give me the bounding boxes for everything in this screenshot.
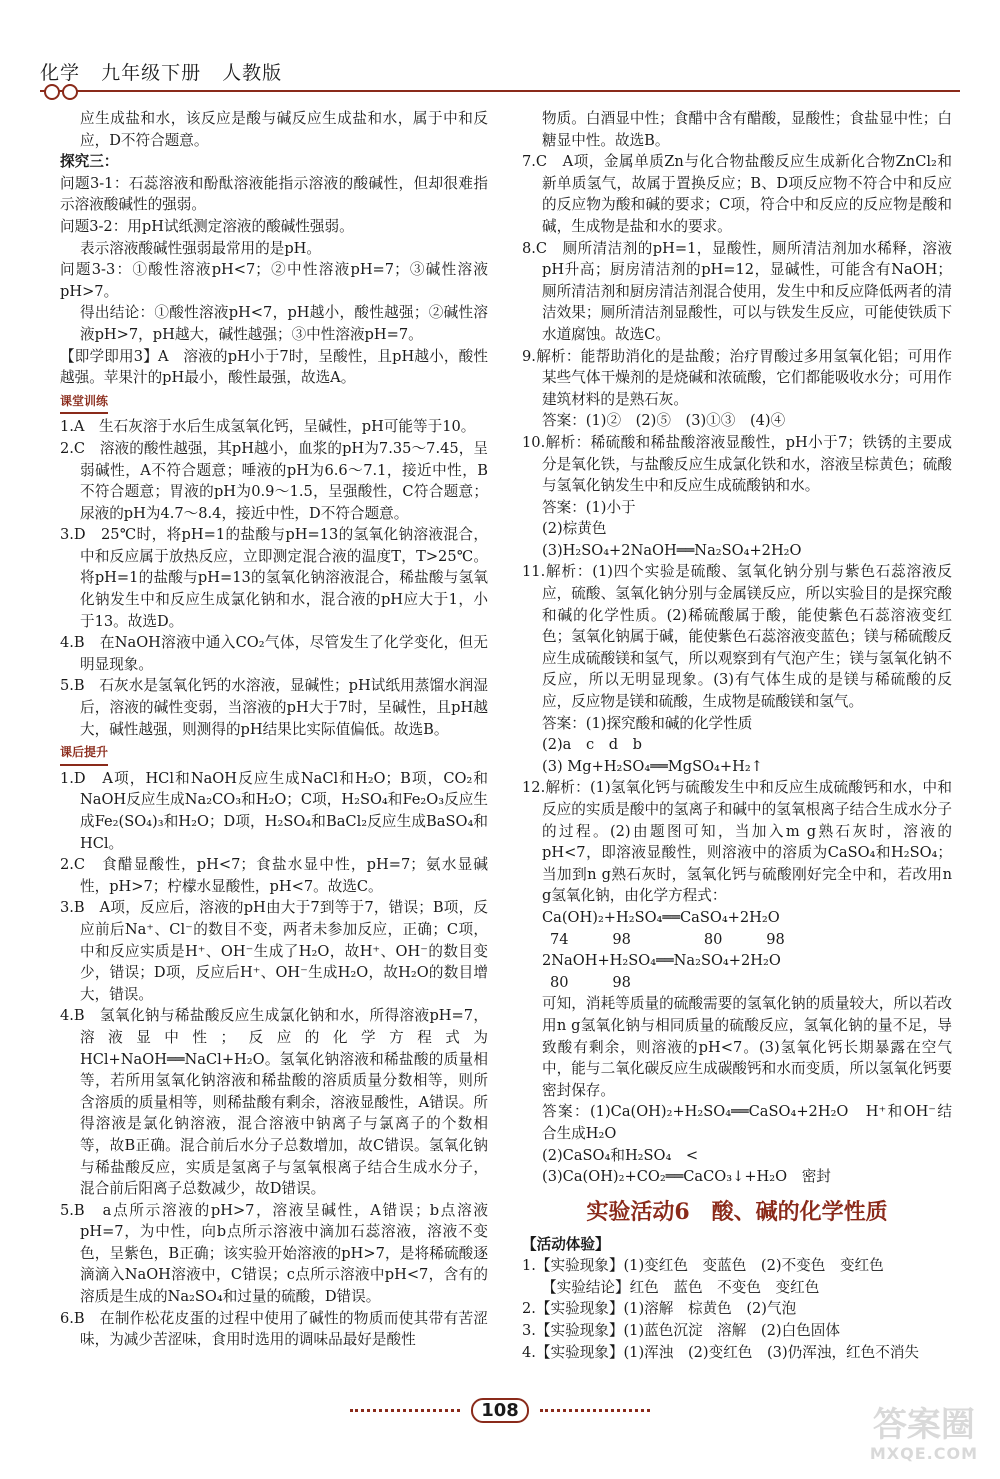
right-column: [522, 108, 952, 1363]
answer-item: 11.解析：(1)四个实验是硫酸、氢氧化钠分别与紫色石蕊溶液反应，硫酸、氢氧化钠分别与金属镁反应，所以实验目的是探究酸和碱的化学性质。(2)稀硫酸属于酸，能使紫色石蕊溶液变红色；氢氧化钠属于碱，能使紫色石蕊溶液变蓝色；镁与稀硫酸反应生成硫酸镁和氢气，所以观察到有气泡产生；镁与氢氧化钠不反应，所以无明显现象。(3)有气体生成的是镁与稀硫酸的反应，反应物是镁和硫酸，生成物是硫酸镁和氢气。: [522, 563, 952, 711]
answer-item: 4.B 氢氧化钠与稀盐酸反应生成氯化钠和水，所得溶液pH=7，溶液显中性；反应的化学方程式为HCl+NaOH══NaCl+H₂O。氢氧化钠溶液和稀盐酸的质量相等，若所用氢氧化钠溶液和稀盐酸的溶质质量分数相等，则所含溶质的质量相等，则稀盐酸有剩余，溶液显酸性，A错误。所得溶液是氯化钠溶液，混合溶液中钠离子与氯离子的个数相等，故B正确。混合前后水分子总数增加，故C错误。氢氧化钠与稀盐酸反应，实质是氢离子与氢氧根离子结合生成水分子，混合前后阳离子总数减少，故D错误。: [60, 1007, 488, 1198]
header-subject: 化学: [40, 62, 81, 84]
answer-item: 9.解析：能帮助消化的是盐酸；治疗胃酸过多用氢氧化铝；可用作某些气体干燥剂的是烧碱和浓硫酸，它们都能吸收水分；可用作建筑材料的是熟石灰。: [522, 347, 952, 408]
answer-line: 答案：(1)② (2)⑤ (3)①③ (4)④: [542, 412, 786, 430]
answer-line: 答案：(1)小于: [542, 498, 636, 516]
answer-item: 7.C A项，金属单质Zn与化合物盐酸反应生成新化合物ZnCl₂和新单质氢气，故属于置换反应；B、D项反应物不符合中和反应的反应物为酸和碱的要求；C项，符合中和反应的反应物是酸和碱，生成物是盐和水的要求。: [522, 153, 952, 235]
section-label: 课堂训练: [60, 391, 108, 415]
page-number: 108: [471, 1398, 529, 1423]
answer-item: 2.C 食醋显酸性，pH<7；食盐水显中性，pH=7；氨水显碱性，pH>7；柠檬水显酸性，pH<7。故选C。: [60, 856, 488, 895]
answer-item: 2.C 溶液的酸性越强，其pH越小，血浆的pH为7.35～7.45，呈弱碱性，A不符合题意；唾液的pH为6.6～7.1，接近中性，B不符合题意；胃液的pH为0.9～1.5，呈强酸性，C符合题意；尿液的pH为4.7～8.4，接近中性，D不符合题意。: [60, 439, 488, 522]
answer-item: 12.解析：(1)氢氧化钙与硫酸发生中和反应生成硫酸钙和水，中和反应的实质是酸中的氢离子和碱中的氢氧根离子结合生成水分子的过程。(2)由题图可知，当加入m g熟石灰时，溶液的pH<7，即溶液显酸性，则溶液中的溶质为CaSO₄和H₂SO₄；当加到n g熟石灰时，氢氧化钙与硫酸刚好完全中和，若改用n g氢氧化钠，由化学方程式：: [522, 779, 952, 905]
answer-line: (2)棕黄色: [542, 520, 607, 538]
answer-item: 3.D 25℃时，将pH=1的盐酸与pH=13的氢氧化钠溶液混合，中和反应属于放热反应，立即测定混合液的温度T，T>25℃。将pH=1的盐酸与pH=13的氢氧化钠溶液混合，稀盐酸与氢氧化钠发生中和反应生成氯化钠和水，混合液的pH应大于1，小于13。故选D。: [60, 526, 488, 630]
paragraph: 【即学即用3】A 溶液的pH小于7时，呈酸性，且pH越小，酸性越强。苹果汁的pH最小，酸性最强，故选A。: [60, 347, 488, 387]
answer-line: (3) Mg+H₂SO₄══MgSO₄+H₂↑: [542, 757, 763, 775]
header-grade: 九年级下册: [101, 62, 202, 84]
running-header: [40, 58, 296, 85]
answer-line: (3)Ca(OH)₂+CO₂══CaCO₃↓+H₂O 密封: [542, 1168, 831, 1186]
answer-line: 答案：(1)Ca(OH)₂+H₂SO₄══CaSO₄+2H₂O H⁺和OH⁻结合生成H₂O: [542, 1103, 952, 1142]
answer-line: 【实验结论】红色 蓝色 不变色 变红色: [542, 1278, 820, 1296]
paragraph: 物质。白酒显中性；食醋中含有醋酸，显酸性；食盐显中性；白糖显中性。故选B。: [542, 110, 952, 149]
section-title: 实验活动6 酸、碱的化学性质: [586, 1198, 888, 1225]
answer-item: 5.B a点所示溶液的pH>7，溶液呈碱性，A错误；b点溶液pH=7，为中性，向b点所示溶液中滴加石蕊溶液，溶液不变色，呈紫色，B正确；该实验开始溶液的pH>7，是将稀硫酸逐滴滴入NaOH溶液中，C错误；c点所示溶液中pH<7，含有的溶质是生成的Na₂SO₄和过量的硫酸，D错误。: [60, 1201, 488, 1306]
answer-item: 4.B 在NaOH溶液中通入CO₂气体，尽管发生了化学变化，但无明显现象。: [60, 634, 488, 673]
answer-item: 1.【实验现象】(1)变红色 变蓝色 (2)不变色 变红色: [522, 1257, 884, 1275]
left-column: [60, 108, 488, 1351]
answer-line: (2)CaSO₄和H₂SO₄ <: [542, 1146, 699, 1164]
answer-item: 3.B A项，反应后，溶液的pH由大于7到等于7，错误；B项，反应前后Na⁺、Cl⁻的数目不变，两者未参加反应，正确；C项，中和反应实质是H⁺、OH⁻生成了H₂O，故H⁺、OH⁻的数目变少，错误；D项，反应后H⁺、OH⁻生成H₂O，故H₂O的数目增大，错误。: [60, 899, 488, 1003]
answer-item: 1.A 生石灰溶于水后生成氢氧化钙，呈碱性，pH可能等于10。: [60, 418, 476, 436]
answer-item: 6.B 在制作松花皮蛋的过程中使用了碱性的物质而使其带有苦涩味，为减少苦涩味，食用时选用的调味品最好是酸性: [60, 1309, 488, 1349]
section-label: 课后提升: [60, 742, 108, 766]
watermark-url: MXQE.COM: [869, 1444, 978, 1463]
equation: 2NaOH+H₂SO₄══Na₂SO₄+2H₂O: [542, 952, 781, 970]
header-ornament: [62, 84, 78, 100]
paragraph: 问题3-1：石蕊溶液和酚酞溶液能指示溶液的酸碱性，但却很难指示溶液酸碱性的强弱。: [60, 174, 488, 214]
answer-item: 1.D A项，HCl和NaOH反应生成NaCl和H₂O；B项，CO₂和NaOH反应生成Na₂CO₃和H₂O；C项，H₂SO₄和Fe₂O₃反应生成Fe₂(SO₄)₃和H₂O；D项，H₂SO₄和BaCl₂反应生成BaSO₄和HCl。: [60, 769, 488, 852]
answer-item: 10.解析：稀硫酸和稀盐酸溶液显酸性，pH小于7；铁锈的主要成分是氧化铁，与盐酸反应生成氯化铁和水，溶液呈棕黄色；硫酸与氢氧化钠发生中和反应生成硫酸钠和水。: [522, 433, 952, 495]
page-footer: [0, 1398, 1000, 1423]
header-edition: 人教版: [222, 62, 283, 84]
footer-dots: [540, 1409, 650, 1412]
answer-item: 3.【实验现象】(1)蓝色沉淀 溶解 (2)白色固体: [522, 1322, 840, 1340]
header-rule: [40, 90, 960, 92]
paragraph: 问题3-3：①酸性溶液pH<7；②中性溶液pH=7；③碱性溶液pH>7。: [60, 261, 488, 300]
watermark-logo: [870, 1406, 978, 1463]
paragraph: 应生成盐和水，该反应是酸与碱反应生成盐和水，属于中和反应，D不符合题意。: [80, 110, 488, 149]
paragraph: 表示溶液酸碱性强弱最常用的是pH。: [80, 239, 321, 257]
paragraph: 得出结论：①酸性溶液pH<7，pH越小，酸性越强；②碱性溶液pH>7，pH越大，碱性越强；③中性溶液pH=7。: [80, 304, 488, 343]
answer-line: (3)H₂SO₄+2NaOH══Na₂SO₄+2H₂O: [542, 541, 802, 559]
heading: 探究三：: [60, 153, 119, 171]
equation: Ca(OH)₂+H₂SO₄══CaSO₄+2H₂O: [542, 908, 780, 926]
paragraph: 问题3-2：用pH试纸测定溶液的酸碱性强弱。: [60, 217, 354, 235]
answer-line: 答案：(1)探究酸和碱的化学性质: [542, 714, 753, 732]
equation-masses: 80 98: [550, 973, 631, 991]
paragraph: 可知，消耗等质量的硫酸需要的氢氧化钠的质量较大，所以若改用n g氢氧化钠与相同质量的硫酸反应，氢氧化钠的量不足，导致酸有剩余，则溶液的pH<7。(3)氢氧化钙长期暴露在空气中，能与二氧化碳反应生成碳酸钙和水而变质，所以氢氧化钙要密封保存。: [542, 995, 952, 1099]
answer-item: 4.【实验现象】(1)浑浊 (2)变红色 (3)仍浑浊，红色不消失: [522, 1343, 920, 1361]
footer-dots: [350, 1409, 460, 1412]
heading: 【活动体验】: [522, 1235, 610, 1253]
watermark-text: 答案圈: [872, 1405, 975, 1445]
answer-item: 5.B 石灰水是氢氧化钙的水溶液，显碱性；pH试纸用蒸馏水润湿后，溶液的碱性变弱，当溶液的pH大于7时，呈碱性，且pH越大，碱性越强，则测得的pH结果比实际值偏低。故选B。: [60, 677, 488, 738]
answer-item: 2.【实验现象】(1)溶解 棕黄色 (2)气泡: [522, 1300, 797, 1318]
answer-item: 8.C 厕所清洁剂的pH=1，显酸性，厕所清洁剂加水稀释，溶液pH升高；厨房清洁剂的pH=12，显碱性，可能含有NaOH；厕所清洁剂和厨房清洁剂混合使用，发生中和反应降低两者的清洁效果；厕所清洁剂显酸性，可以与铁发生反应，可能使铁质下水道腐蚀。故选C。: [522, 239, 952, 343]
header-ornament: [44, 84, 60, 100]
equation-masses: 74 98 80 98: [550, 930, 785, 948]
answer-line: (2)a c d b: [542, 736, 643, 754]
